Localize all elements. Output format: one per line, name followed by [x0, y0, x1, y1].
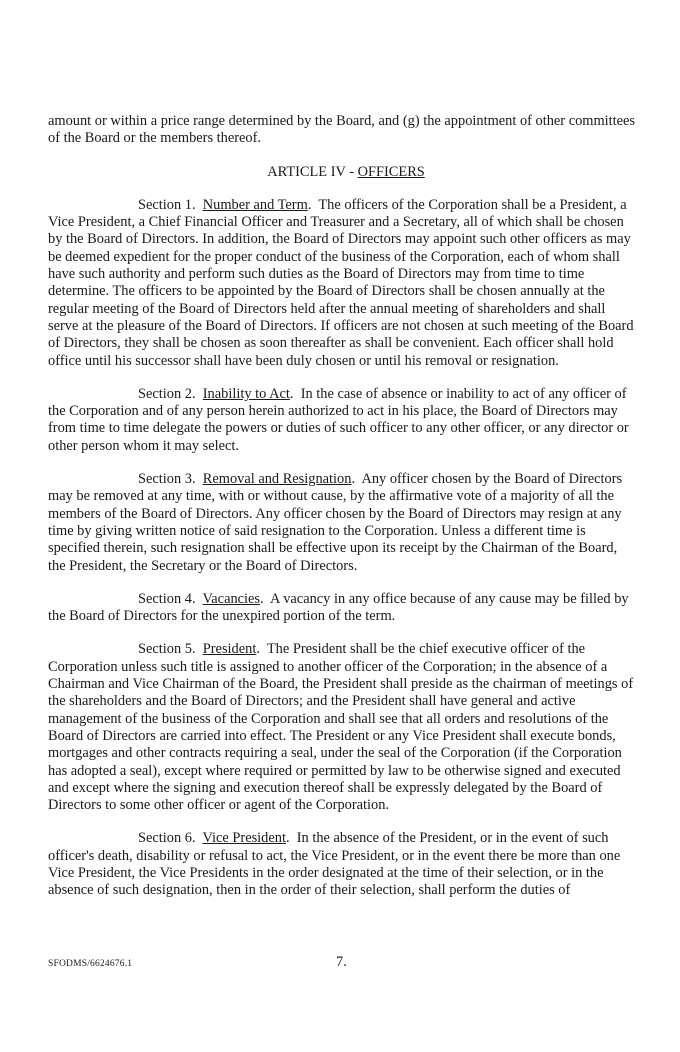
- section-6: Section 6. Vice President. In the absence of the President, or in the event of such officer's death, disability or refusal to act, the Vice President, or in the event there be more than one Vice President, the Vice Presidents in the order designated at the time of their selection, or in the absence of such designation, then in the order of their selection, shall perform the duties of: [48, 830, 621, 899]
- section-title: Number and Term: [202, 196, 308, 213]
- section-body: The President shall be the chief executive officer of the Corporation unless such title is assigned to another officer of the Corporation; in the absence of a Chairman and Vice Chairman of the Board, the President shall preside as the chairman of meetings of the shareholders and the Board of Directors; and the President shall have general and active management of the business of the Corporation and shall see that all orders and resolutions of the Board of Directors are carried into effect. The President or any Vice President shall execute bonds, mortgages and other contracts requiring a seal, under the seal of the Corporation (if the Corporation has adopted a seal), except where required or permitted by law to be otherwise signed and executed and except where the signing and execution thereof shall be expressly delegated by the Board of Directors to some other officer or agent of the Corporation.: [48, 641, 634, 814]
- section-4: Section 4. Vacancies. A vacancy in any office because of any cause may be filled by the Board of Directors for the unexpired portion of the term.: [48, 590, 629, 625]
- section-2: Section 2. Inability to Act. In the case of absence or inability to act of any officer of the Corporation and of any person herein authorized to act in his place, the Board of Directors may from time to time delegate the powers or duties of such officer to any other officer, or any director or other person whom it may select.: [48, 385, 629, 454]
- intro-paragraph: amount or within a price range determined by the Board, and (g) the appointment of other committees of the Board or the members thereof.: [48, 113, 636, 147]
- section-1: Section 1. Number and Term. The officers of the Corporation shall be a President, a Vice President, a Chief Financial Officer and Treasurer and a Secretary, all of which shall be chosen by the Board of Directors. In addition, the Board of Directors may appoint such other officers as may be deemed expedient for the proper conduct of the business of the Corporation, each of whom shall have such authority and perform such duties as the Board of Directors may from time to time determine. The officers to be appointed by the Board of Directors shall be chosen annually at the regular meeting of the Board of Directors held after the annual meeting of shareholders and shall serve at the pleasure of the Board of Directors. If officers are not chosen at such meeting of the Board of Directors, they shall be chosen as soon thereafter as shall be convenient. Each officer shall hold office until his successor shall have been duly chosen or until his removal or resignation.: [48, 196, 634, 369]
- section-body: The officers of the Corporation shall be a President, a Vice President, a Chief Financial Officer and Treasurer and a Secretary, all of which shall be chosen by the Board of Directors. In addition, the Board of Directors may appoint such other officers as may be deemed expedient for the proper conduct of the business of the Corporation, each of whom shall have such authority and perform such duties as the Board of Directors may from time to time determine. The officers to be appointed by the Board of Directors shall be chosen annually at the regular meeting of the Board of Directors held after the annual meeting of shareholders and shall serve at the pleasure of the Board of Directors. If officers are not chosen at such meeting of the Board of Directors, they shall be chosen as soon thereafter as shall be convenient. Each officer shall hold office until his successor shall have been duly chosen or until his removal or resignation.: [48, 196, 634, 369]
- article-title: OFFICERS: [357, 163, 425, 180]
- section-title: Inability to Act: [202, 385, 290, 402]
- section-number: Section 3.: [138, 471, 196, 488]
- article-heading: [48, 164, 638, 181]
- page-footer: [48, 954, 638, 974]
- section-number: Section 4.: [138, 590, 196, 607]
- section-3: Section 3. Removal and Resignation. Any officer chosen by the Board of Directors may be removed at any time, with or without cause, by the affirmative vote of a majority of all the members of the Board of Directors. Any officer chosen by the Board of Directors may resign at any time by giving written notice of said resignation to the Corporation. Unless a different time is specified therein, such resignation shall be effective upon its receipt by the Chairman of the Board, the President, the Secretary or the Board of Directors.: [48, 471, 623, 574]
- section-title: Removal and Resignation: [202, 471, 352, 488]
- section-title: Vice President: [202, 830, 286, 847]
- section-body: In the case of absence or inability to act of any officer of the Corporation and of any person herein authorized to act in his place, the Board of Directors may from time to time delegate the powers or duties of such officer to any other officer, or any director or other person whom it may select.: [48, 385, 629, 454]
- section-title: Vacancies: [202, 590, 261, 607]
- section-5: Section 5. President. The President shall be the chief executive officer of the Corporation unless such title is assigned to another officer of the Corporation; in the absence of a Chairman and Vice Chairman of the Board, the President shall preside as the chairman of meetings of the shareholders and the Board of Directors; and the President shall have general and active management of the business of the Corporation and shall see that all orders and resolutions of the Board of Directors are carried into effect. The President or any Vice President shall execute bonds, mortgages and other contracts requiring a seal, under the seal of the Corporation (if the Corporation has adopted a seal), except where required or permitted by law to be otherwise signed and executed and except where the signing and execution thereof shall be expressly delegated by the Board of Directors to some other officer or agent of the Corporation.: [48, 641, 634, 814]
- section-body: A vacancy in any office because of any cause may be filled by the Board of Directors for the unexpired portion of the term.: [48, 590, 629, 625]
- section-title: President: [202, 641, 257, 658]
- section-body: Any officer chosen by the Board of Directors may be removed at any time, with or without cause, by the affirmative vote of a majority of all the members of the Board of Directors. Any officer chosen by the Board of Directors may resign at any time by giving written notice of said resignation to the Corporation. Unless a different time is specified therein, such resignation shall be effective upon its receipt by the Chairman of the Board, the President, the Secretary or the Board of Directors.: [48, 471, 623, 574]
- article-prefix: ARTICLE IV -: [267, 163, 358, 180]
- section-body: In the absence of the President, or in the event of such officer's death, disability or refusal to act, the Vice President, or in the event there be more than one Vice President, the Vice Presidents in the order designated at the time of their selection, or in the absence of such designation, then in the order of their selection, shall perform the duties of: [48, 830, 621, 899]
- section-number: Section 2.: [138, 385, 196, 402]
- section-number: Section 5.: [138, 641, 196, 658]
- document-page: [48, 113, 638, 916]
- page-number: 7.: [336, 954, 347, 970]
- document-id: SFODMS/6624676.1: [48, 959, 133, 969]
- section-number: Section 6.: [138, 830, 196, 847]
- section-number: Section 1.: [138, 196, 196, 213]
